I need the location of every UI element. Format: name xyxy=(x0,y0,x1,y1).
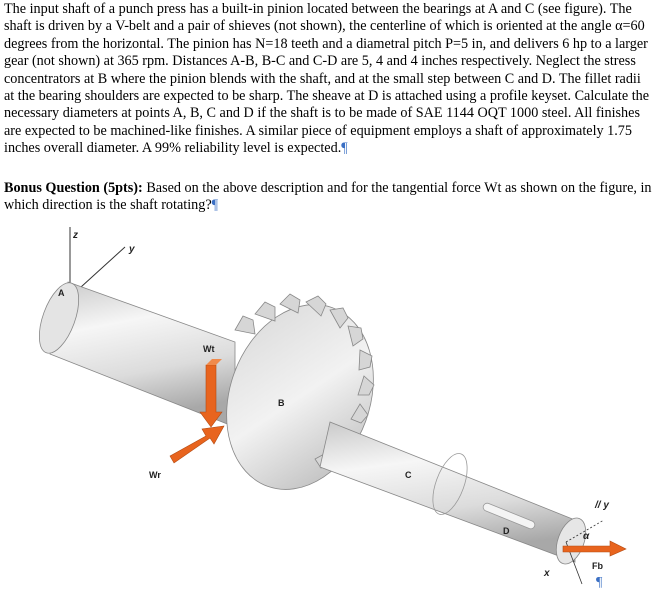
bonus-label: Bonus Question (5pts): xyxy=(4,180,143,196)
z-axis-label: z xyxy=(73,230,78,241)
problem-statement xyxy=(4,1,652,158)
point-a-label: A xyxy=(58,288,65,298)
x-axis-label: x xyxy=(544,568,550,579)
wr-label: Wr xyxy=(149,470,161,480)
pilcrow-mark: ¶ xyxy=(211,197,219,214)
bonus-text: Based on the above description and for the tangential force Wt as shown on the figure, in which direction is the shaft rotating? xyxy=(4,180,652,214)
problem-text: The input shaft of a punch press has a built-in pinion located between the bearings at A and C (see figure). The shaft is driven by a V-belt and a pair of shieves (not shown), the centerline of which is oriented at the angle α=60 degrees from the horizontal. The pinion has N=18 teeth and a diametral pitch P=5 in, and delivers 6 hp to a larger gear (not shown) at 365 rpm. Distances A-B, B-C and C-D are 5, 4 and 4 inches respectively. Neglect the stress concentrators at B where the pinion blends with the shaft, and at the small step between C and D. The fillet radii at the bearing shoulders are expected to be sharp. The sheave at D is attached using a profile keyset. Calculate the necessary diameters at points A, B, C and D if the shaft is to be made of SAE 1144 OQT 1000 steel. All finishes are expected to be machined-like finishes. A similar piece of equipment employs a shaft of approximately 1.75 inches overall diameter. A 99% reliability level is expected. xyxy=(4,1,650,157)
wt-label: Wt xyxy=(203,344,215,354)
alpha-label: α xyxy=(583,531,590,542)
point-d-label: D xyxy=(503,526,510,536)
y-axis-label: y xyxy=(129,244,135,255)
end-pilcrow: ¶ xyxy=(596,575,603,590)
shaft-segment-bcd xyxy=(320,422,575,562)
point-b-label: B xyxy=(278,398,285,408)
shaft-figure xyxy=(30,222,650,590)
parallel-y-label: // y xyxy=(595,500,609,511)
point-c-label: C xyxy=(405,470,412,480)
pilcrow-mark: ¶ xyxy=(341,140,348,157)
shaft-drawing xyxy=(30,222,650,590)
bonus-question xyxy=(4,180,652,215)
fb-label: Fb xyxy=(592,561,603,571)
wr-force-arrow xyxy=(170,426,224,463)
